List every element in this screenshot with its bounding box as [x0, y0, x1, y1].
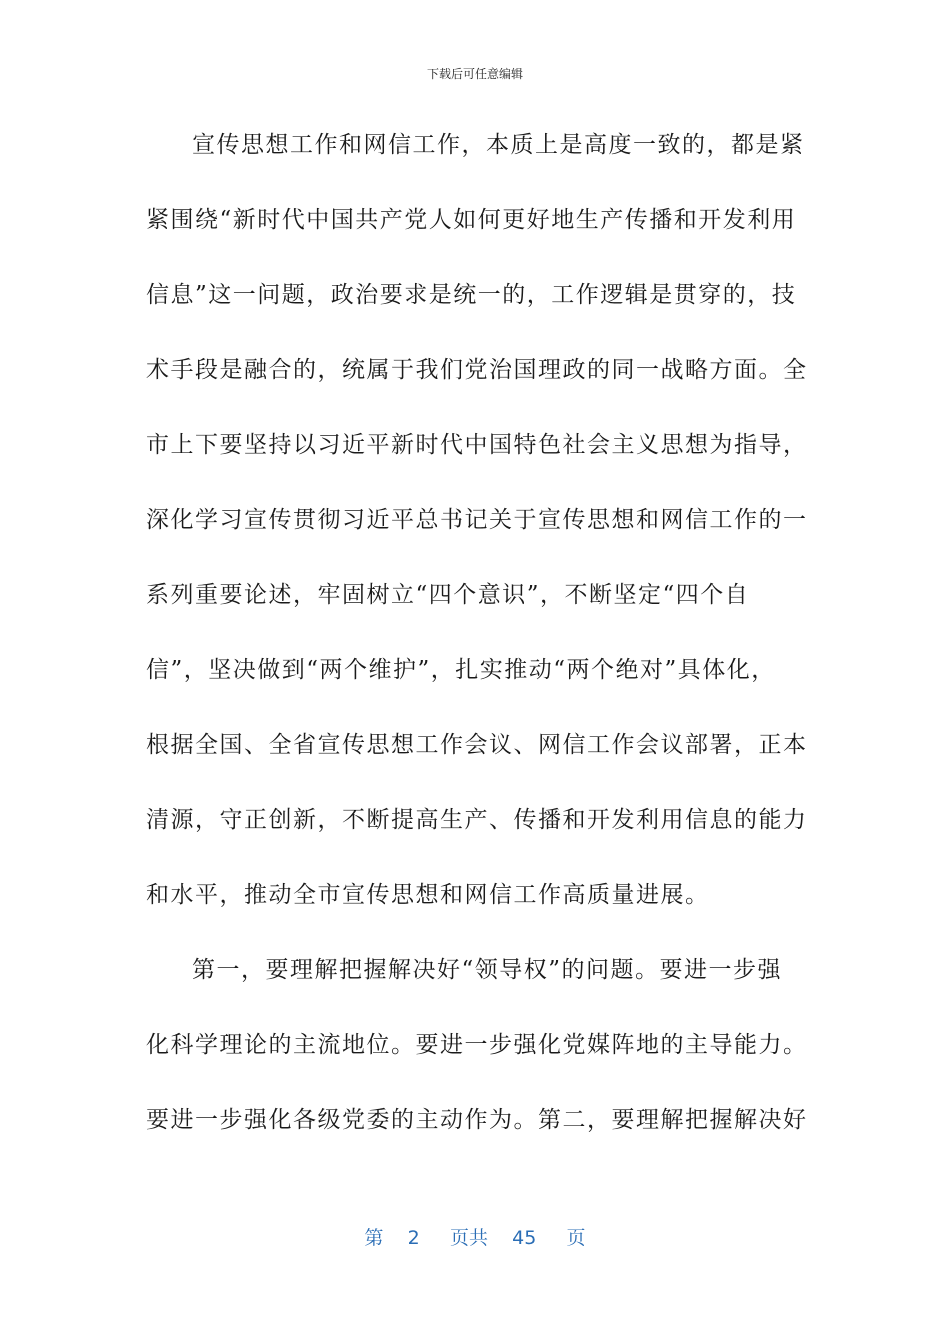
text-line: 市上下要坚持以习近平新时代中国特色社会主义思想为指导，	[146, 432, 808, 458]
page-header	[0, 66, 950, 82]
footer-suffix: 页	[566, 1227, 586, 1249]
text-line: 根据全国、全省宣传思想工作会议、网信工作会议部署，正本	[146, 732, 808, 758]
text-line: 紧围绕“新时代中国共产党人如何更好地生产传播和开发利用	[146, 207, 797, 233]
footer-page-number: 2	[407, 1227, 420, 1249]
document-body	[146, 120, 806, 1170]
footer-total-pages: 45	[512, 1227, 537, 1249]
text-line: 深化学习宣传贯彻习近平总书记关于宣传思想和网信工作的一	[146, 507, 808, 533]
footer-prefix: 第	[364, 1227, 384, 1249]
text-line: 要进一步强化各级党委的主动作为。第二，要理解把握解决好	[146, 1107, 808, 1133]
text-line: 和水平，推动全市宣传思想和网信工作高质量进展。	[146, 882, 710, 908]
text-line: 第一，要理解把握解决好“领导权”的问题。要进一步强	[192, 957, 783, 983]
page-footer	[0, 1224, 950, 1252]
text-line: 系列重要论述，牢固树立“四个意识”，不断坚定“四个自	[146, 582, 750, 608]
text-line: 化科学理论的主流地位。要进一步强化党媒阵地的主导能力。	[146, 1032, 808, 1058]
text-line: 信息”这一问题，政治要求是统一的，工作逻辑是贯穿的，技	[146, 282, 797, 308]
text-line: 清源，守正创新，不断提高生产、传播和开发利用信息的能力	[146, 807, 808, 833]
footer-middle: 页共	[449, 1227, 488, 1249]
text-line: 信”，坚决做到“两个维护”，扎实推动“两个绝对”具体化，	[146, 657, 776, 683]
text-line: 宣传思想工作和网信工作，本质上是高度一致的，都是紧	[192, 132, 805, 158]
header-text: 下载后可任意编辑	[426, 67, 523, 81]
text-line: 术手段是融合的，统属于我们党治国理政的同一战略方面。全	[146, 357, 808, 383]
